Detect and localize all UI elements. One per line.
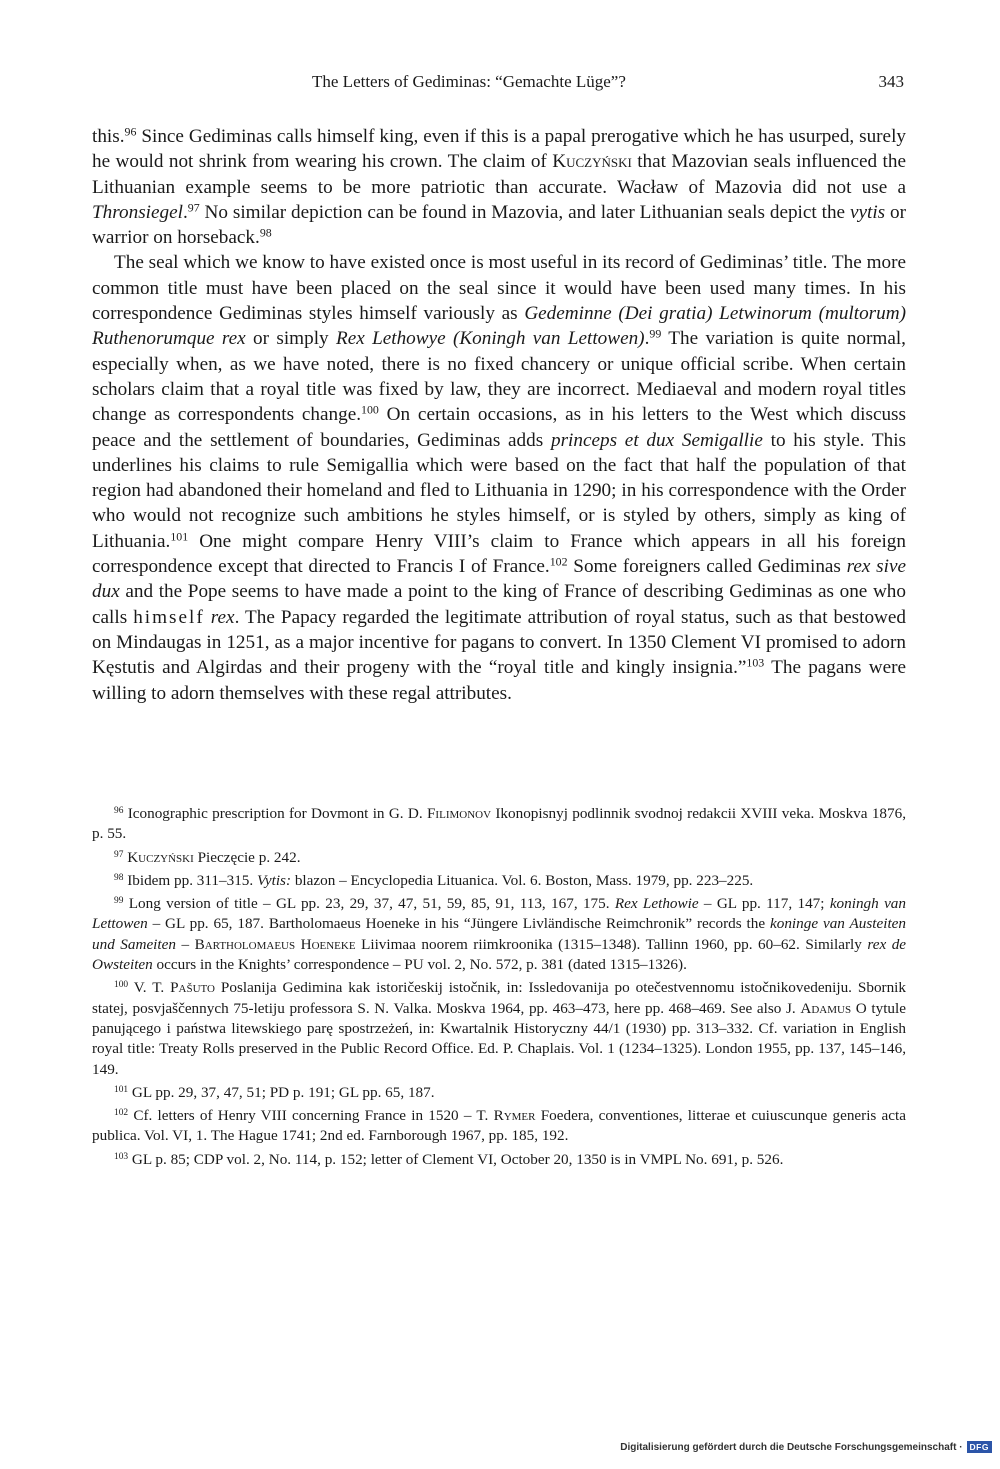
running-header xyxy=(92,72,904,98)
paragraph-1 xyxy=(92,124,906,250)
footnote-number: 96 xyxy=(114,805,124,816)
author-name: Filimonov xyxy=(426,805,492,822)
text-run: Foedera, conventiones, litterae et cuiuscunque generis acta publica. Vol. VI, 1. The Hague 1741; 2nd ed. Farnborough 1967, pp. 185, 192. xyxy=(92,1107,906,1145)
text-run: Since Gediminas calls himself king, even if this is a papal prerogative which he has usurped, surely he would not shrink from wearing his crown. The claim of xyxy=(92,126,906,173)
italic-term: Rex Lethowye (Koningh van Lettowen) xyxy=(335,328,645,350)
text-run: Iconographic prescription for Dovmont in G. D. xyxy=(123,805,427,822)
text-run: The variation is quite normal, especially when, as we have noted, there is no fixed chancery or unique official scribe. When certain scholars claim that a royal title was fixed by law, they are incorrect. Mediaeval and modern royal titles change as correspondents change. xyxy=(92,328,906,426)
text-run: blazon – Encyclopedia Lituanica. Vol. 6. Boston, Mass. 1979, pp. 223–225. xyxy=(291,871,754,889)
page-number: 343 xyxy=(878,72,904,91)
author-name: Kuczyński xyxy=(127,848,194,866)
italic-term: rex de Owsteiten xyxy=(92,935,907,974)
text-run: Some foreigners called Gediminas xyxy=(567,556,847,578)
text-run: and the Pope seems to have made a point to the king of France of describing Gediminas as one who calls xyxy=(92,581,906,628)
italic-term: Thronsiegel xyxy=(92,201,183,223)
running-title: The Letters of Gediminas: “Gemachte Lüge”? xyxy=(312,72,626,91)
footnote-98 xyxy=(92,871,906,891)
footnote-97 xyxy=(92,848,906,868)
italic-term: princeps et dux Semigallie xyxy=(550,429,763,451)
text-run: . xyxy=(182,201,188,223)
text-run: occurs in the Knights’ correspondence – PU vol. 2, No. 572, p. 381 (dated 1315–1326). xyxy=(152,956,687,974)
text-run: Pieczęcie p. 242. xyxy=(193,848,301,866)
text-run: – GL pp. 65, 187. Bartholomaeus Hoeneke in his “Jüngere Livländische Reimchronik” records the xyxy=(147,915,770,933)
footnote-ref-97: 97 xyxy=(187,200,200,215)
dfg-logo-icon: DFG xyxy=(967,1441,992,1453)
author-name: Adamus xyxy=(800,999,852,1017)
footnote-ref-98: 98 xyxy=(259,225,272,240)
footnote-number: 99 xyxy=(114,896,124,907)
spaced-word: himself xyxy=(133,606,205,628)
footnote-ref-99: 99 xyxy=(649,326,662,341)
footnote-96 xyxy=(92,804,906,845)
footnote-number: 97 xyxy=(114,849,124,860)
footnote-ref-100: 100 xyxy=(361,402,379,417)
text-run: GL p. 85; CDP vol. 2, No. 114, p. 152; letter of Clement VI, October 20, 1350 is in VMPL No. 691, p. 526. xyxy=(128,1150,784,1168)
text-run: – GL pp. 117, 147; xyxy=(698,895,830,913)
footnote-101 xyxy=(92,1083,906,1103)
text-run: Poslanija Gedimina kak istoričeskij istočnik, in: Issledovanija po otečestvennomu istočnikovedeniju. Sbornik statej, posvjaščennych 75-letiju professora S. N. Valka. Moskva 1964, pp. 463–473, here pp. 468–469. See also J. xyxy=(92,979,906,1017)
text-run: Long version of title – GL pp. 23, 29, 37, 47, 51, 59, 85, 91, 113, 167, 175. xyxy=(123,895,615,913)
text-run: to his style. This underlines his claims to rule Semigallia which were based on the fact that half the population of that region had abandoned their homeland and fled to Lithuania in 1290; in his correspondence with the Order who would not recognize such ambitions he styles himself, or is styled by others, simply as king of Lithuania. xyxy=(92,429,906,552)
footnote-number: 101 xyxy=(114,1084,129,1095)
text-run: On certain occasions, as in his letters to the West which discuss peace and the settlement of boundaries, Gediminas adds xyxy=(92,404,906,451)
text-run: The pagans were willing to adorn themselves with these regal attributes. xyxy=(92,657,906,704)
author-name: Kuczyński xyxy=(552,151,632,173)
footnote-100 xyxy=(92,978,906,1079)
main-text xyxy=(92,124,906,706)
author-name: Rymer xyxy=(493,1107,536,1125)
text-run: or warrior on horseback. xyxy=(92,201,906,249)
footnote-ref-101: 101 xyxy=(170,529,189,544)
text-run: or simply xyxy=(245,328,336,350)
footnote-99 xyxy=(92,894,906,975)
author-name: Bartholomaeus Hoeneke xyxy=(194,935,356,953)
footnote-number: 103 xyxy=(114,1151,129,1162)
text-run: Ibidem pp. 311–315. xyxy=(123,871,257,889)
italic-term: vytis xyxy=(849,201,886,223)
text-run: One might compare Henry VIII’s claim to France which appears in all his foreign correspondence except that directed to Francis I of France. xyxy=(92,530,906,578)
text-run: – xyxy=(175,935,195,953)
text-run: Liivimaa noorem riimkroonika (1315–1348). Tallinn 1960, pp. 60–62. Similarly xyxy=(355,935,868,953)
text-run: . xyxy=(644,328,650,350)
text-run: Cf. letters of Henry VIII concerning France in 1520 – T. xyxy=(128,1107,494,1125)
paragraph-2 xyxy=(92,250,906,705)
footnote-ref-96: 96 xyxy=(124,124,137,139)
text-run: . The Papacy regarded the legitimate attribution of royal status, such as that bestowed on Mindaugas in 1251, as a major incentive for pagans to convert. In 1350 Clement VI promised to adorn Kęstutis and Algirdas and their progeny with the “royal title and kingly insignia.” xyxy=(92,606,907,679)
digitization-footer xyxy=(620,1441,992,1453)
author-name: Pašuto xyxy=(170,979,215,997)
italic-term: Vytis: xyxy=(257,871,292,889)
italic-term: koningh van Lettowen xyxy=(92,895,906,933)
text-run: Ikonopisnyj podlinnik svodnoj redakcii XVIII veka. Moskva 1876, p. 55. xyxy=(92,805,906,843)
text-run: No similar depiction can be found in Mazovia, and later Lithuanian seals depict the xyxy=(199,201,850,223)
text-run: V. T. xyxy=(128,979,171,997)
footnote-number: 100 xyxy=(114,980,129,991)
italic-term: rex sive dux xyxy=(92,556,906,603)
footnote-number: 98 xyxy=(114,872,124,883)
text-run: O tytule panującego i państwa litewskiego parę spostrzeżeń, in: Kwartalnik Historyczny 44/1 (1930) pp. 313–332. Cf. variation in English royal title: Treaty Rolls preserved in the Public Record Office. Ed. P. Chaplais. Vol. 1 (1234–1325). London 1955, pp. 137, 145–146, 149. xyxy=(92,999,906,1078)
text-run: that Mazovian seals influenced the Lithuanian example seems to be more patriotic than accurate. Wacław of Mazovia did not use a xyxy=(92,151,906,198)
footnotes xyxy=(92,804,906,1173)
text-run: GL pp. 29, 37, 47, 51; PD p. 191; GL pp. 65, 187. xyxy=(128,1083,435,1101)
footnote-102 xyxy=(92,1106,906,1147)
footer-text: Digitalisierung gefördert durch die Deutsche Forschungsgemeinschaft · xyxy=(620,1441,963,1453)
italic-term: Rex Lethowie xyxy=(614,895,699,913)
italic-term: rex xyxy=(210,606,235,628)
text-run: The seal which we know to have existed once is most useful in its record of Gediminas’ title. The more common title must have been placed on the seal since it would have been used many times. In his correspondence Gediminas styles himself variously as xyxy=(92,252,906,325)
italic-term: Gedeminne (Dei gratia) Letwinorum (multorum) Ruthenorumque rex xyxy=(92,303,906,350)
text-run: this. xyxy=(92,126,125,147)
footnote-ref-102: 102 xyxy=(549,554,568,569)
footnote-103 xyxy=(92,1150,906,1170)
footnote-ref-103: 103 xyxy=(746,655,765,670)
footnote-number: 102 xyxy=(114,1107,129,1118)
italic-term: koninge van Austeiten und Sameiten xyxy=(92,915,907,953)
